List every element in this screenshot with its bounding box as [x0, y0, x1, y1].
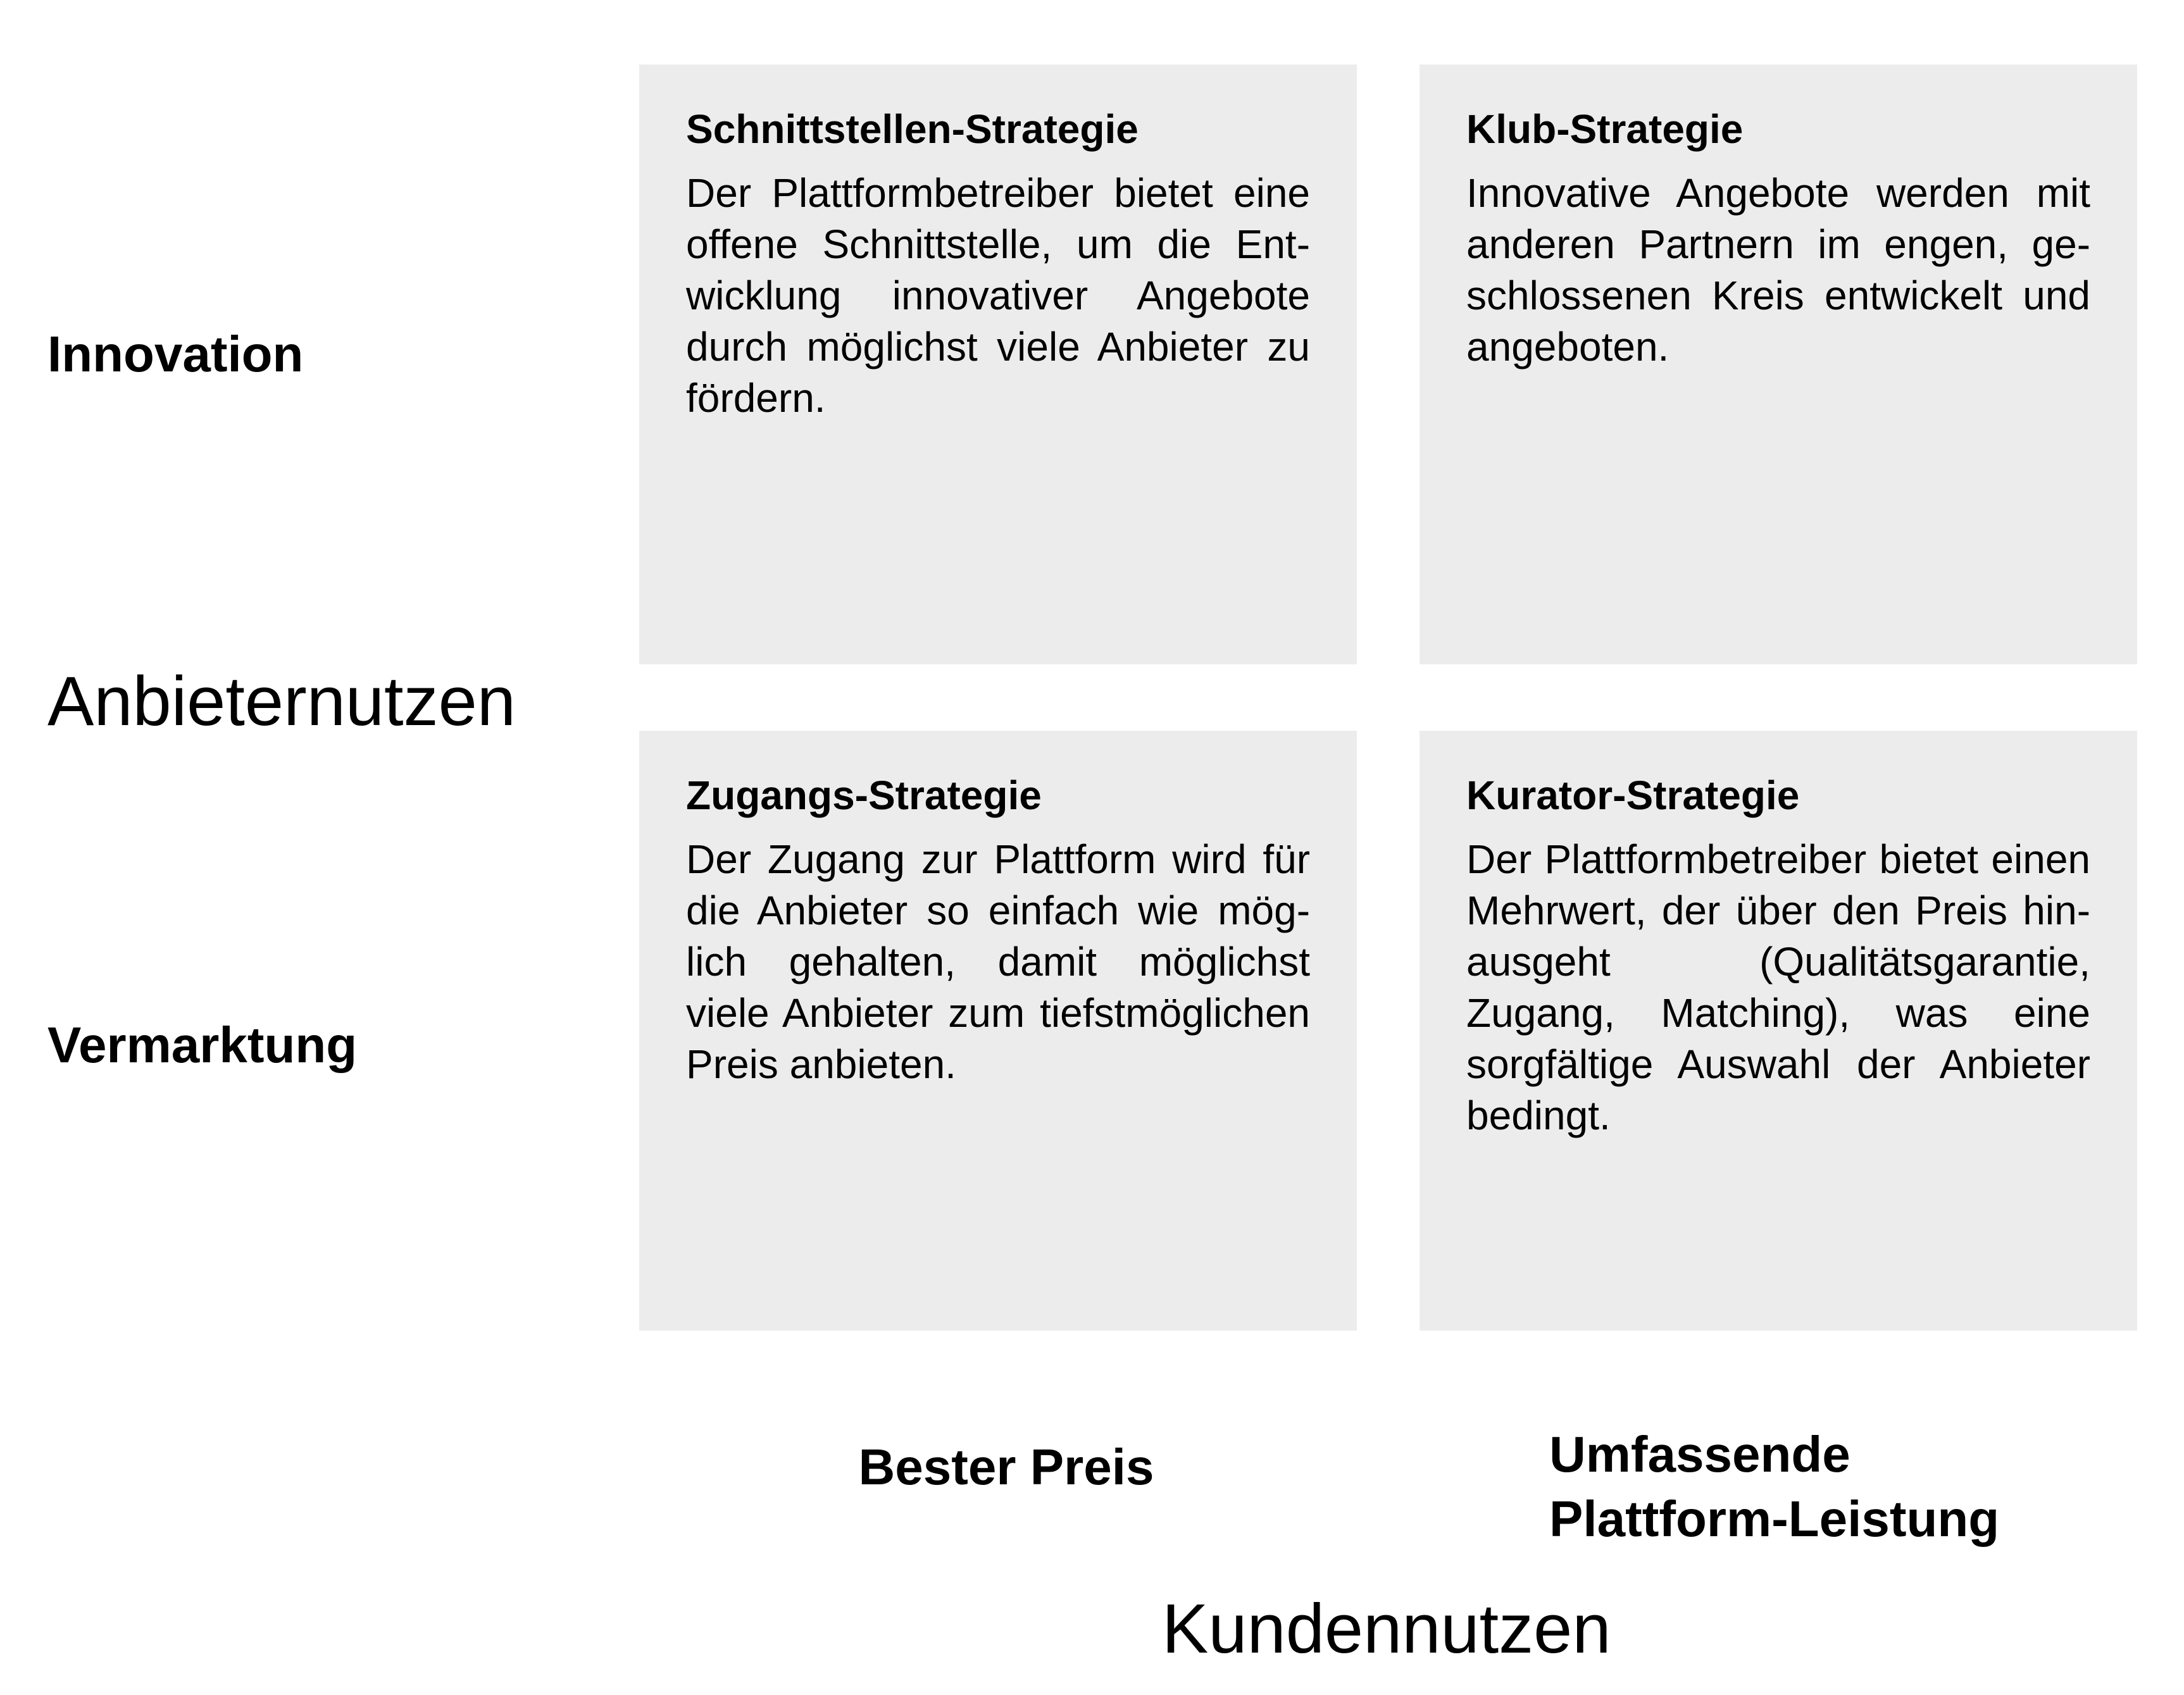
row-label-innovation: Innovation	[47, 326, 304, 382]
row-label-vermarktung: Vermarktung	[47, 1017, 358, 1073]
quadrant-top-left	[639, 65, 1357, 664]
quadrant-top-right	[1420, 65, 2137, 664]
quadrant-description: Der Plattformbetreiber bietet einen Mehrwert, der über den Preis hinausgeht (Qualitätsgarantie, Zugang, Matching), was eine sorgfältige Auswahl der Anbieter bedingt.	[1466, 836, 2090, 1138]
column-label-line: Umfassende	[1549, 1426, 1850, 1482]
quadrant-title: Schnittstellen-Strategie	[686, 106, 1139, 152]
x-axis-title: Kundennutzen	[1162, 1590, 1611, 1668]
quadrant-title: Zugangs-Strategie	[686, 773, 1042, 818]
quadrant-bottom-left	[639, 731, 1357, 1331]
quadrant-description: Der Zugang zur Plattform wird für die Anbieter so einfach wie möglich gehalten, damit möglichst viele Anbieter zum tiefstmöglichen Preis anbieten.	[686, 836, 1310, 1087]
quadrant-description: Der Plattformbetreiber bietet eine offene Schnittstelle, um die Entwicklung innovativer Angebote durch möglichst viele Anbieter zu fördern.	[686, 170, 1310, 421]
quadrant-title: Klub-Strategie	[1466, 106, 1744, 152]
quadrant-description: Innovative Angebote werden mit anderen Partnern im engen, geschlossenen Kreis entwickelt und angeboten.	[1466, 170, 2090, 369]
quadrant-bottom-right	[1420, 731, 2137, 1331]
y-axis-title: Anbieternutzen	[47, 662, 516, 740]
column-label-bester-preis: Bester Preis	[858, 1439, 1154, 1495]
column-label-line: Plattform-Leistung	[1549, 1491, 2000, 1548]
quadrant-title: Kurator-Strategie	[1466, 773, 1800, 818]
column-label-plattform-leistung	[1549, 1422, 2119, 1552]
